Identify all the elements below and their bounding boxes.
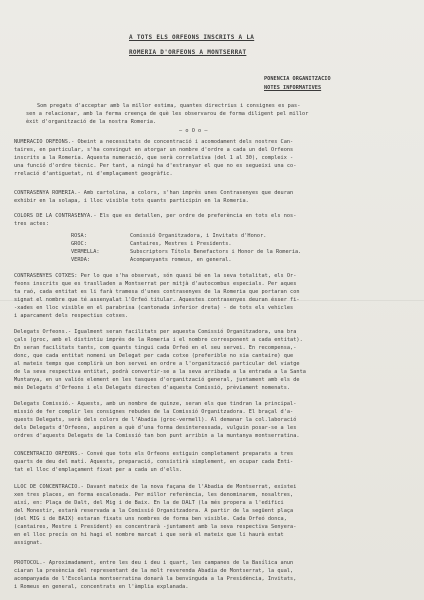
separator: — o O o —: [179, 128, 208, 134]
delegats-orfeons-line: Delegats Orfeons.- Igualment seran facilitats per aquesta Comissió Organitzadora, una bra: [14, 329, 297, 335]
title-line-1: A TOTS ELS ORFEONS INSCRITS A LA: [129, 34, 255, 41]
delegats-orfeons-line: çals (groc, amb el distintiu imprès de la Romeria i el nombre corresponent a cada entitat).: [14, 337, 303, 343]
numeracio-line: taires, en particular, s'ha convingut en atorgar un nombre d'ordre a cada un del Orfeons: [14, 147, 294, 153]
delegats-orfeons-line: donc, que cada entitat nomeni un Delegat per cada cotxe (preferible no sia cantaire) que: [14, 353, 294, 359]
color-item-name: ROSA:: [71, 233, 87, 239]
colors-line: tres actes:: [14, 221, 49, 227]
delegats-orfeons-line: al mateix temps que complirà un bon servei en ordre a l'organització particular del viatge: [14, 361, 300, 367]
color-item-name: VERMELLA:: [71, 249, 100, 255]
cotxes-line: CONTRASENYES COTXES: Per lo que s'ha observat, són quasi bé en la seva totalitat, els Or-: [14, 273, 297, 279]
intro-line: sen a relacionar, amb la ferma creença de què les observarou de forma diligent pel millor: [26, 111, 309, 117]
color-item-desc: Cantaires, Mestres i Presidents.: [130, 241, 232, 247]
delegats-comissio-line: missió de fer complir les consignes rebudes de la Comissió Organitzadora. El braçal d'a-: [14, 409, 294, 415]
numeracio-line: rrelació d'antiguetat, ni d'emplaçament geogràfic.: [14, 171, 173, 177]
concentracio-line: quarts de deu del matí. Aquests, preparació, consistirà simplement, en ocupar cada Enti-: [14, 459, 294, 465]
delegats-comissio-line: quests Delegats, serà dels colors de l'Abadia (groc-vermell). Al demanar la col.laboració: [14, 417, 297, 423]
protocol-line: PROTOCOL.- Aproximadament, entre les deu i deu i quart, les campanes de la Basílica anun: [14, 560, 294, 566]
numeracio-line: NUMERACIO ORFEONS.- Obeint a necessitats de concentració i acomodament dels nostres Can-: [14, 139, 294, 145]
lloc-line: LLOC DE CONCENTRACIO.- Davant mateix de la nova façana de l'Abadia de Montserrat, existei: [14, 484, 297, 490]
title-line-2: ROMERIA D'ORFEONS A MONTSERRAT: [129, 49, 247, 56]
color-item-name: VERDA:: [71, 257, 91, 263]
delegats-comissio-line: dels Delegats d'Orfeons, aspiren a què d'una forma desinteressada, vulguin posar-se a les: [14, 425, 297, 431]
color-item-desc: Comissió Organitzadora, i Invitats d'Honor.: [130, 233, 267, 239]
header-right-line-1: PONENCIA ORGANITZACIO: [264, 76, 331, 82]
lloc-line: en el lloc precís on hi hagi el nombre marcat i que serà el mateix que li haurà estat: [14, 532, 284, 538]
header-right-line-2: NOTES INFORMATIVES: [264, 85, 322, 91]
contrasenya-line: CONTRASENYA ROMERIA.- Amb cartolina, a colors, s'han imprès unes Contrasenyes que deuran: [14, 190, 294, 196]
intro-line: Som pregats d'acceptar amb la millor estima, quantes directrius i consignes es pas-: [37, 103, 301, 109]
lloc-line: (del MIG i de BAIX) estaran fixats uns nombres de forma ben visible. Cada Orfeó donca,: [14, 516, 287, 522]
delegats-orfeons-line: de la seva respectiva entitat, podrà convertir-se a la seva arribada a la entrada a la Santa: [14, 369, 306, 375]
lloc-line: (cantaires, Mestre i President) es concentrarà -juntament amb la seva respectiva Senyera-: [14, 524, 297, 530]
lloc-line: xen tres places, en forma escalonada. Per millor referència, les denominarem, nosaltres,: [14, 492, 294, 498]
cotxes-line: i aparcament dels respectius cotxes.: [14, 313, 129, 319]
delegats-orfeons-line: En seran facilitats tants, com quants tingui cada Orfeó en el seu servei. En recompensa,-: [14, 345, 297, 351]
protocol-line: ciaran la presència del representant de la molt reverenda Abadia de Montserrat, la qual,: [14, 568, 294, 574]
color-item-desc: Subscriptors Títols Benefactors i Honor de la Romeria.: [130, 249, 302, 255]
delegats-orfeons-line: més Delegats d'Orfeons i els Delegats directes d'aquesta Comissió, prèviament nomenats.: [14, 385, 291, 391]
protocol-line: i Romeus en general, concentrats en l'àmplia explanada.: [14, 584, 189, 590]
cotxes-line: ta raó, cada entitat es li farà tramesa d'unes contrasenyes de la Romeria que portaran con: [14, 289, 300, 295]
color-item-name: GROC:: [71, 241, 87, 247]
delegats-comissio-line: ordres d'aquests Delegats de la Comissió tan bon punt arribin a la muntanya montserratina.: [14, 433, 300, 439]
delegats-comissio-line: Delegats Comissió.- Aquests, amb un nombre de quinze, seran els que tindran la principal-: [14, 401, 297, 407]
delegats-orfeons-line: Muntanya, en un valiós element en les tasques d'organització general, juntament amb els de: [14, 377, 300, 383]
cotxes-line: signat el nombre que té assenyalat l'Orfeó titular. Aquestes contrasenyes deuran ésser fi-: [14, 297, 300, 303]
lloc-line: del Monestir, estarà reservada a la Comissió Organitzadora. A partir de la següent plaça: [14, 508, 294, 514]
contrasenya-line: exhibir en la solapa, i lloc visible tots quants participin en la Romeria.: [14, 198, 249, 204]
numeracio-line: inscrits a la Romeria. Aquesta numeració, que serà correlativa (del 1 al 30), compleix -: [14, 155, 294, 161]
colors-line: COLORS DE LA CONTRASENYA.- Els que es detallen, per ordre de preferència en tots els nos-: [14, 213, 297, 219]
lloc-line: assignat.: [14, 540, 43, 546]
color-item-desc: Acompanyants romeus, en general.: [130, 257, 232, 263]
numeracio-line: una funció d'ordre tècnic. Per tant, a ningú ha d'estranyar el que no es segueixi una co-: [14, 163, 297, 169]
cotxes-line: feons inscrits que es traslladen a Montserrat per mitjà d'autocombus especials. Per aques: [14, 281, 297, 287]
lloc-line: així, en: Plaça de Dalt, del Mig i de Baix. En la de DALT (la més propera a l'edifici: [14, 500, 284, 506]
concentracio-line: CONCENTRACIO ORFEONS.- Convé que tots els Orfeons estiguin completament preparats a tres: [14, 451, 294, 457]
intro-line: èxit d'organització de la nostra Romeria.: [26, 119, 157, 125]
cotxes-line: -xades en lloc visible en el parabrisa (cantonada inferior dreta) - de tots els vehicles: [14, 305, 294, 311]
concentracio-line: tat el lloc d'emplaçament fixat per a cada un d'ells.: [14, 467, 183, 473]
protocol-line: acompanyada de l'Escolania montserratina donarà la benvinguda a la Presidència, Invitats,: [14, 576, 297, 582]
